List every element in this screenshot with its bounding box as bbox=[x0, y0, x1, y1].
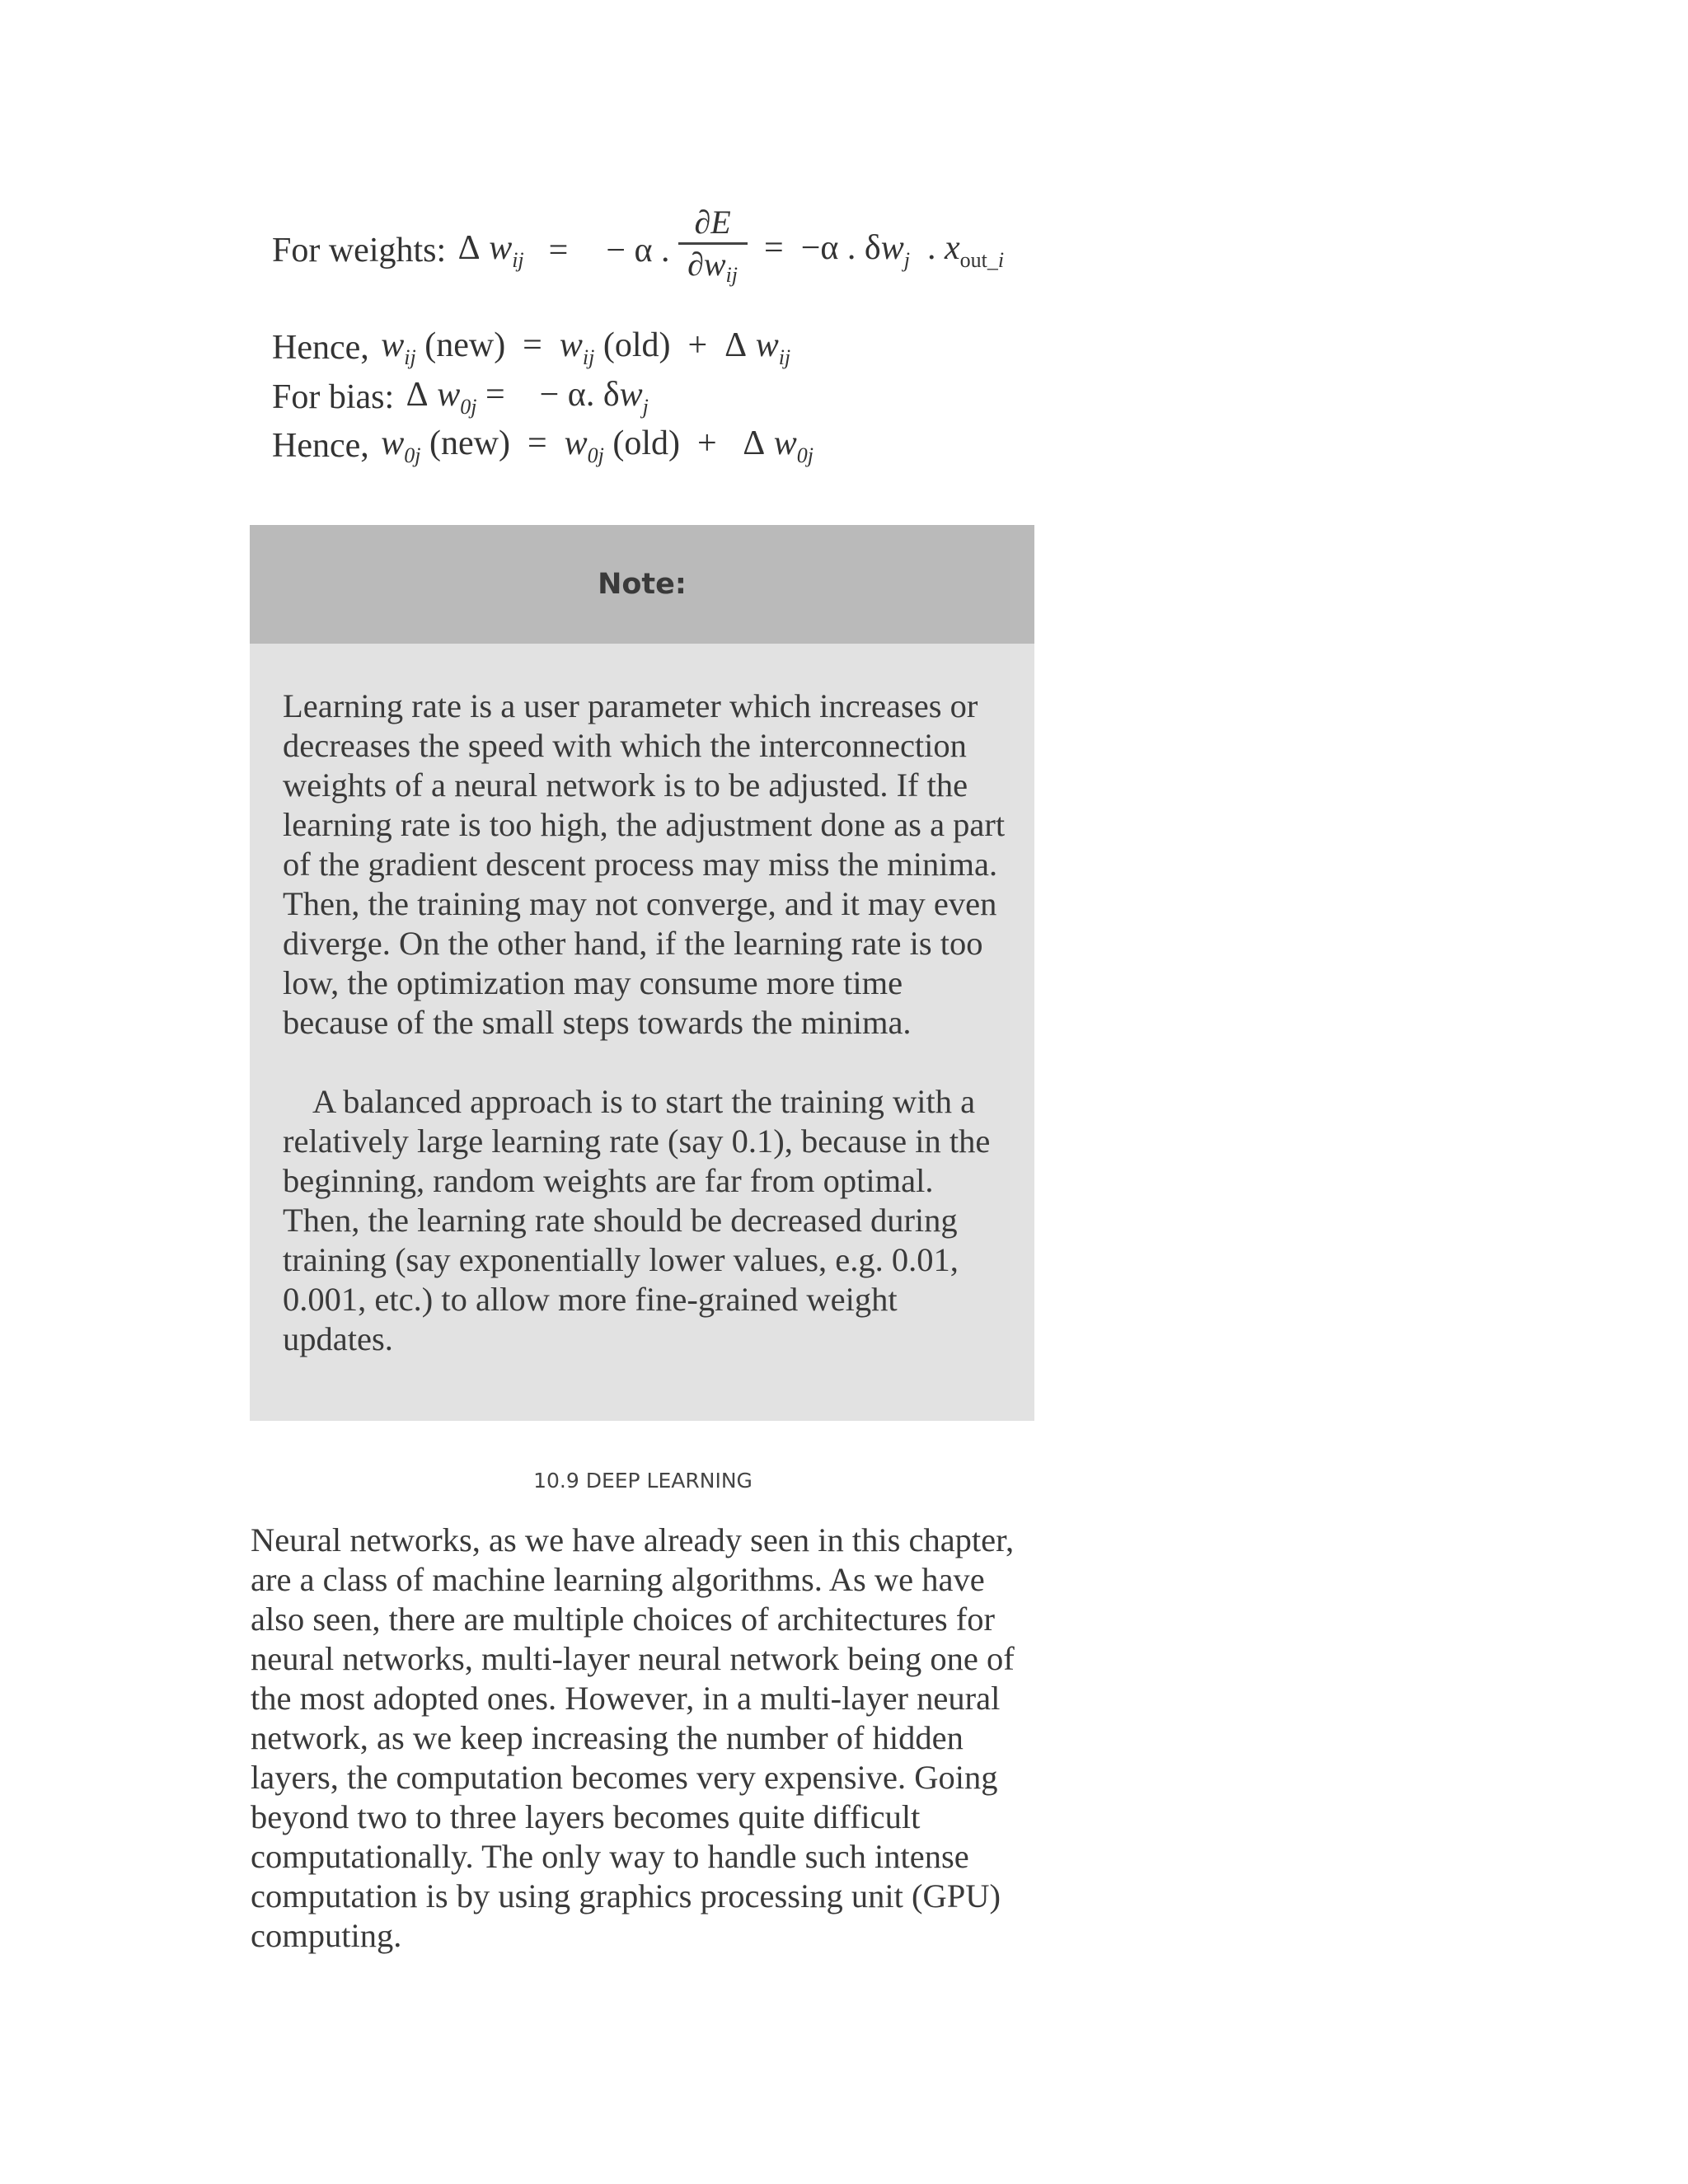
note-title: Note: bbox=[598, 568, 687, 601]
note-header bbox=[250, 525, 1034, 644]
note-paragraph-1: Learning rate is a user parameter which increases or decreases the speed with which the interconnection weights of a neural network is to be adjusted. If the learning rate is too high, the adjustment done as a part of the gradient descent process may miss the minima. Then, the training may not converge, and it may even diverge. On the other hand, if the learning rate is too low, the optimization may consume more time because of the small steps towards the minima. bbox=[283, 687, 1006, 1041]
bias-new-equation: Hence, $w_{0j}$ $(new) = w_{0j}$ (old) + Δ $w_{0j}$ bbox=[272, 424, 814, 467]
weights-update-equation: For weights: Δ $w_{ij}$ = − α . $\frac{\partial E}{\partial w_{ij}}$ = −α . $\delta w_j$ . $x_{out\_i}$ bbox=[272, 204, 1005, 287]
weights-label: For weights: bbox=[272, 232, 447, 269]
bias-label: For bias: bbox=[272, 378, 395, 416]
note-body bbox=[283, 687, 1008, 1359]
section-heading: 10.9 DEEP LEARNING bbox=[533, 1469, 753, 1493]
bias-update-equation: For bias: Δ $w_{0j}$ = − α. $\delta w_j$ bbox=[272, 376, 649, 419]
note-paragraph-2: A balanced approach is to start the training with a relatively large learning rate (say 0.1), because in the beginning, random weights are far from optimal. Then, the learning rate should be decreased during training (say exponentially lower values, e.g. 0.01, 0.001, etc.) to allow more fine-grained weight updates. bbox=[283, 1083, 991, 1357]
hence-label-2: Hence, bbox=[272, 427, 369, 465]
note-box bbox=[250, 525, 1034, 1421]
weights-new-equation: Hence, $w_{ij}$ $(new) = w_{ij}$ (old) + Δ $w_{ij}$ bbox=[272, 326, 791, 369]
hence-label-1: Hence, bbox=[272, 329, 369, 367]
body-paragraph: Neural networks, as we have already seen in this chapter, are a class of machine learning algorithms. As we have also seen, there are multiple choices of architectures for neural networks, multi-layer neural network being one of the most adopted ones. However, in a multi-layer neural network, as we keep increasing the number of hidden layers, the computation becomes very expensive. Going beyond two to three layers becomes quite difficult computationally. The only way to handle such intense computation is by using graphics processing unit (GPU) computing. bbox=[251, 1521, 1015, 1954]
